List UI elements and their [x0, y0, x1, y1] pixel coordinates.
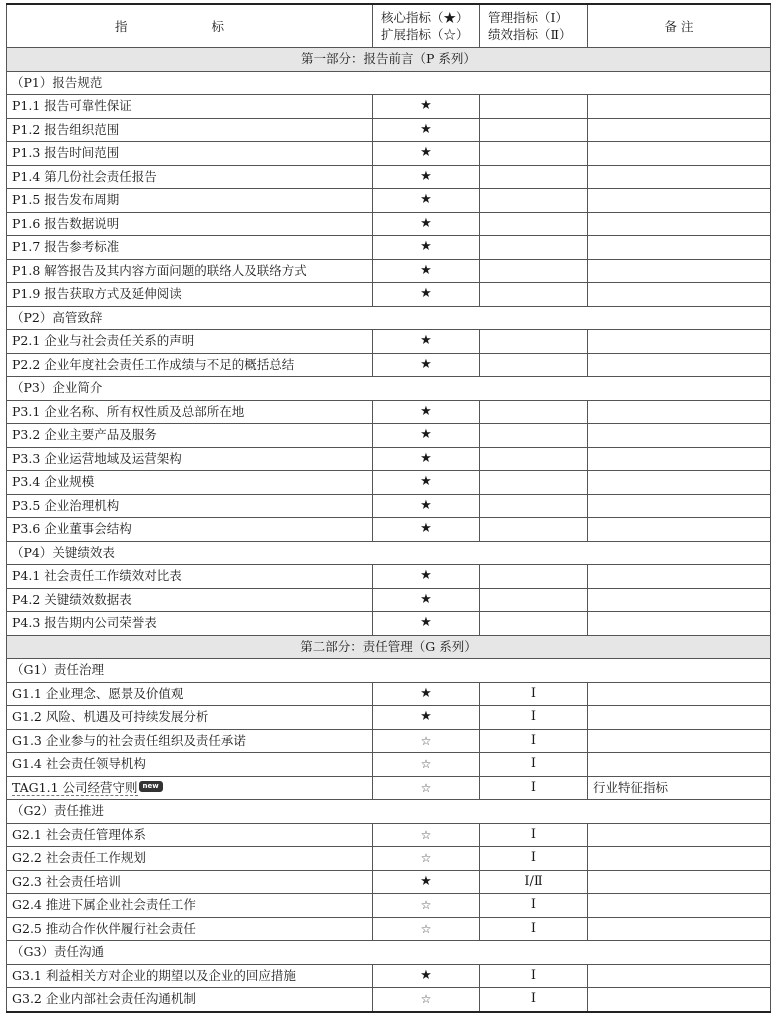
- group-heading: （G2）责任推进: [7, 800, 771, 824]
- management-performance-cell: Ⅰ: [480, 753, 588, 777]
- indicator-label: P1.8 解答报告及其内容方面问题的联络人及联络方式: [12, 262, 307, 278]
- indicator-cell: [7, 870, 373, 894]
- remarks-cell: [588, 400, 771, 424]
- table-row: [7, 565, 771, 589]
- remarks-cell: [588, 494, 771, 518]
- header-indicator: 指 标: [7, 4, 373, 48]
- management-performance-cell: Ⅰ: [480, 964, 588, 988]
- remarks-cell: [588, 424, 771, 448]
- header-core-label: 核心指标（★）: [381, 10, 469, 25]
- group-heading-row: [7, 941, 771, 965]
- indicator-cell: [7, 847, 373, 871]
- section-part-title: 第一部分：报告前言（P 系列）: [7, 48, 771, 72]
- core-star-mark: ★: [373, 870, 480, 894]
- management-performance-cell: [480, 330, 588, 354]
- remarks-cell: [588, 189, 771, 213]
- group-heading-row: [7, 800, 771, 824]
- group-heading: （P1）报告规范: [7, 71, 771, 95]
- table-row: [7, 165, 771, 189]
- header-extended-label: 扩展指标（☆）: [381, 27, 469, 42]
- remarks-cell: [588, 964, 771, 988]
- table-row: [7, 729, 771, 753]
- table-row: [7, 682, 771, 706]
- indicator-label: P1.6 报告数据说明: [12, 215, 120, 231]
- table-row: [7, 95, 771, 119]
- indicator-cell: [7, 729, 373, 753]
- table-row: [7, 212, 771, 236]
- core-star-mark: ★: [373, 353, 480, 377]
- remarks-cell: [588, 236, 771, 260]
- remarks-cell: [588, 706, 771, 730]
- indicator-label: G1.4 社会责任领导机构: [12, 756, 146, 771]
- extended-star-mark: ☆: [373, 894, 480, 918]
- indicator-label: G3.1 利益相关方对企业的期望以及企业的回应措施: [12, 967, 296, 983]
- indicator-label: P1.9 报告获取方式及延伸阅读: [12, 286, 182, 301]
- indicator-cell: [7, 823, 373, 847]
- remarks-cell: [588, 917, 771, 941]
- extended-star-mark: ☆: [373, 988, 480, 1012]
- table-row: [7, 870, 771, 894]
- header-remarks: 备 注: [588, 4, 771, 48]
- indicator-label: P3.4 企业规模: [12, 474, 95, 489]
- new-badge: new: [139, 781, 163, 792]
- indicator-cell: [7, 706, 373, 730]
- table-row: [7, 142, 771, 166]
- indicator-label: TAG1.1 公司经营守则: [12, 779, 138, 795]
- indicator-cell: [7, 259, 373, 283]
- table-row: [7, 236, 771, 260]
- indicator-label: G1.2 风险、机遇及可持续发展分析: [12, 709, 209, 724]
- indicator-cell: [7, 565, 373, 589]
- indicator-cell: [7, 283, 373, 307]
- indicator-cell: [7, 682, 373, 706]
- management-performance-cell: [480, 424, 588, 448]
- management-performance-cell: [480, 259, 588, 283]
- management-performance-cell: Ⅰ: [480, 823, 588, 847]
- indicator-label: P3.1 企业名称、所有权性质及总部所在地: [12, 403, 245, 419]
- indicator-label: P1.4 第几份社会责任报告: [12, 168, 157, 184]
- indicator-label: P4.1 社会责任工作绩效对比表: [12, 568, 182, 583]
- table-row: [7, 988, 771, 1012]
- core-star-mark: ★: [373, 259, 480, 283]
- core-star-mark: ★: [373, 588, 480, 612]
- core-star-mark: ★: [373, 212, 480, 236]
- indicator-cell: [7, 165, 373, 189]
- indicator-label: G1.1 企业理念、愿景及价值观: [12, 685, 184, 701]
- section-part-title: 第二部分：责任管理（G 系列）: [7, 635, 771, 659]
- table-header-row: [7, 4, 771, 48]
- indicator-label: G3.2 企业内部社会责任沟通机制: [12, 991, 196, 1006]
- table-row: [7, 118, 771, 142]
- group-heading-row: [7, 71, 771, 95]
- management-performance-cell: [480, 612, 588, 636]
- core-star-mark: ★: [373, 447, 480, 471]
- section-part-row: [7, 635, 771, 659]
- remarks-cell: [588, 142, 771, 166]
- extended-star-mark: ☆: [373, 729, 480, 753]
- indicator-table-page: [6, 3, 770, 1013]
- remarks-cell: [588, 988, 771, 1012]
- remarks-cell: [588, 588, 771, 612]
- core-star-mark: ★: [373, 964, 480, 988]
- group-heading: （P2）高管致辞: [7, 306, 771, 330]
- group-heading-row: [7, 659, 771, 683]
- management-performance-cell: [480, 400, 588, 424]
- core-star-mark: ★: [373, 494, 480, 518]
- table-row: [7, 494, 771, 518]
- extended-star-mark: ☆: [373, 776, 480, 800]
- indicator-cell: [7, 142, 373, 166]
- extended-star-mark: ☆: [373, 753, 480, 777]
- remarks-cell: [588, 894, 771, 918]
- indicator-label: P1.2 报告组织范围: [12, 121, 120, 137]
- indicator-label: G2.5 推动合作伙伴履行社会责任: [12, 920, 196, 936]
- table-row: [7, 588, 771, 612]
- remarks-cell: [588, 847, 771, 871]
- indicator-cell: [7, 612, 373, 636]
- core-star-mark: ★: [373, 565, 480, 589]
- management-performance-cell: [480, 447, 588, 471]
- table-row: [7, 706, 771, 730]
- indicator-label: P1.7 报告参考标准: [12, 239, 120, 254]
- indicator-cell: [7, 424, 373, 448]
- core-star-mark: ★: [373, 518, 480, 542]
- management-performance-cell: Ⅰ: [480, 847, 588, 871]
- management-performance-cell: [480, 518, 588, 542]
- remarks-cell: [588, 729, 771, 753]
- indicator-cell: [7, 95, 373, 119]
- indicator-label: P2.2 企业年度社会责任工作成绩与不足的概括总结: [12, 356, 295, 372]
- table-row: [7, 847, 771, 871]
- management-performance-cell: Ⅰ: [480, 682, 588, 706]
- indicator-cell: [7, 447, 373, 471]
- indicator-label: P2.1 企业与社会责任关系的声明: [12, 333, 195, 348]
- table-body: [7, 48, 771, 1012]
- group-heading-row: [7, 306, 771, 330]
- remarks-cell: [588, 753, 771, 777]
- header-management-performance: [480, 4, 588, 48]
- indicator-label: P1.5 报告发布周期: [12, 192, 120, 207]
- table-row: [7, 400, 771, 424]
- indicator-cell: [7, 330, 373, 354]
- group-heading: （P4）关键绩效表: [7, 541, 771, 565]
- indicator-cell: [7, 753, 373, 777]
- management-performance-cell: [480, 118, 588, 142]
- header-core-extended: [373, 4, 480, 48]
- indicator-label: G2.2 社会责任工作规划: [12, 850, 146, 865]
- indicator-cell: [7, 189, 373, 213]
- core-star-mark: ★: [373, 95, 480, 119]
- table-row: [7, 424, 771, 448]
- table-row: [7, 518, 771, 542]
- table-row: [7, 189, 771, 213]
- indicator-label: G1.3 企业参与的社会责任组织及责任承诺: [12, 732, 246, 748]
- management-performance-cell: [480, 189, 588, 213]
- table-row: [7, 471, 771, 495]
- indicator-cell: [7, 118, 373, 142]
- remarks-cell: [588, 565, 771, 589]
- management-performance-cell: Ⅰ: [480, 776, 588, 800]
- table-row: [7, 753, 771, 777]
- remarks-cell: [588, 353, 771, 377]
- indicator-label: P4.2 关键绩效数据表: [12, 591, 132, 607]
- group-heading: （G3）责任沟通: [7, 941, 771, 965]
- management-performance-cell: [480, 142, 588, 166]
- indicator-label: G2.1 社会责任管理体系: [12, 826, 146, 842]
- management-performance-cell: [480, 236, 588, 260]
- core-star-mark: ★: [373, 118, 480, 142]
- core-star-mark: ★: [373, 612, 480, 636]
- remarks-cell: [588, 330, 771, 354]
- core-star-mark: ★: [373, 283, 480, 307]
- core-star-mark: ★: [373, 165, 480, 189]
- remarks-cell: [588, 870, 771, 894]
- indicator-cell: [7, 471, 373, 495]
- remarks-cell: [588, 118, 771, 142]
- group-heading: （G1）责任治理: [7, 659, 771, 683]
- management-performance-cell: [480, 95, 588, 119]
- indicator-cell: [7, 353, 373, 377]
- indicator-cell: [7, 236, 373, 260]
- remarks-cell: [588, 612, 771, 636]
- group-heading-row: [7, 377, 771, 401]
- management-performance-cell: [480, 212, 588, 236]
- management-performance-cell: Ⅰ: [480, 706, 588, 730]
- management-performance-cell: [480, 494, 588, 518]
- management-performance-cell: [480, 165, 588, 189]
- indicator-cell: [7, 988, 373, 1012]
- indicator-label: P1.1 报告可靠性保证: [12, 98, 132, 113]
- indicator-cell: [7, 588, 373, 612]
- indicator-table: [6, 3, 771, 1013]
- indicator-cell: [7, 894, 373, 918]
- indicator-label: P3.5 企业治理机构: [12, 497, 120, 513]
- management-performance-cell: [480, 471, 588, 495]
- core-star-mark: ★: [373, 330, 480, 354]
- core-star-mark: ★: [373, 471, 480, 495]
- group-heading: （P3）企业简介: [7, 377, 771, 401]
- core-star-mark: ★: [373, 400, 480, 424]
- indicator-cell: [7, 518, 373, 542]
- management-performance-cell: Ⅰ/Ⅱ: [480, 870, 588, 894]
- indicator-label: G2.3 社会责任培训: [12, 873, 121, 889]
- table-row: [7, 353, 771, 377]
- table-row: [7, 964, 771, 988]
- management-performance-cell: [480, 353, 588, 377]
- indicator-cell: [7, 494, 373, 518]
- header-management-label: 管理指标（Ⅰ）: [488, 10, 568, 25]
- core-star-mark: ★: [373, 236, 480, 260]
- table-row: [7, 823, 771, 847]
- table-row: [7, 447, 771, 471]
- indicator-cell: [7, 964, 373, 988]
- remarks-cell: [588, 471, 771, 495]
- remarks-cell: [588, 447, 771, 471]
- remarks-cell: [588, 212, 771, 236]
- remarks-cell: 行业特征指标: [588, 776, 771, 800]
- table-row: [7, 776, 771, 800]
- table-row: [7, 612, 771, 636]
- indicator-label: P3.3 企业运营地域及运营架构: [12, 450, 182, 466]
- indicator-label: P3.2 企业主要产品及服务: [12, 427, 157, 442]
- core-star-mark: ★: [373, 424, 480, 448]
- indicator-label: G2.4 推进下属企业社会责任工作: [12, 897, 196, 912]
- core-star-mark: ★: [373, 189, 480, 213]
- table-row: [7, 894, 771, 918]
- remarks-cell: [588, 682, 771, 706]
- header-performance-label: 绩效指标（Ⅱ）: [488, 27, 572, 42]
- extended-star-mark: ☆: [373, 823, 480, 847]
- remarks-cell: [588, 283, 771, 307]
- management-performance-cell: [480, 588, 588, 612]
- remarks-cell: [588, 165, 771, 189]
- core-star-mark: ★: [373, 682, 480, 706]
- remarks-cell: [588, 823, 771, 847]
- table-row: [7, 283, 771, 307]
- management-performance-cell: Ⅰ: [480, 917, 588, 941]
- table-row: [7, 259, 771, 283]
- indicator-label: P4.3 报告期内公司荣誉表: [12, 615, 157, 630]
- table-row: [7, 330, 771, 354]
- indicator-cell: [7, 917, 373, 941]
- management-performance-cell: Ⅰ: [480, 729, 588, 753]
- indicator-cell: [7, 212, 373, 236]
- remarks-cell: [588, 259, 771, 283]
- remarks-cell: [588, 518, 771, 542]
- section-part-row: [7, 48, 771, 72]
- extended-star-mark: ☆: [373, 917, 480, 941]
- extended-star-mark: ☆: [373, 847, 480, 871]
- management-performance-cell: [480, 565, 588, 589]
- indicator-cell: [7, 776, 373, 800]
- management-performance-cell: Ⅰ: [480, 988, 588, 1012]
- management-performance-cell: [480, 283, 588, 307]
- indicator-cell: [7, 400, 373, 424]
- core-star-mark: ★: [373, 142, 480, 166]
- indicator-label: P1.3 报告时间范围: [12, 145, 120, 160]
- core-star-mark: ★: [373, 706, 480, 730]
- remarks-cell: [588, 95, 771, 119]
- management-performance-cell: Ⅰ: [480, 894, 588, 918]
- indicator-label: P3.6 企业董事会结构: [12, 521, 132, 536]
- table-row: [7, 917, 771, 941]
- group-heading-row: [7, 541, 771, 565]
